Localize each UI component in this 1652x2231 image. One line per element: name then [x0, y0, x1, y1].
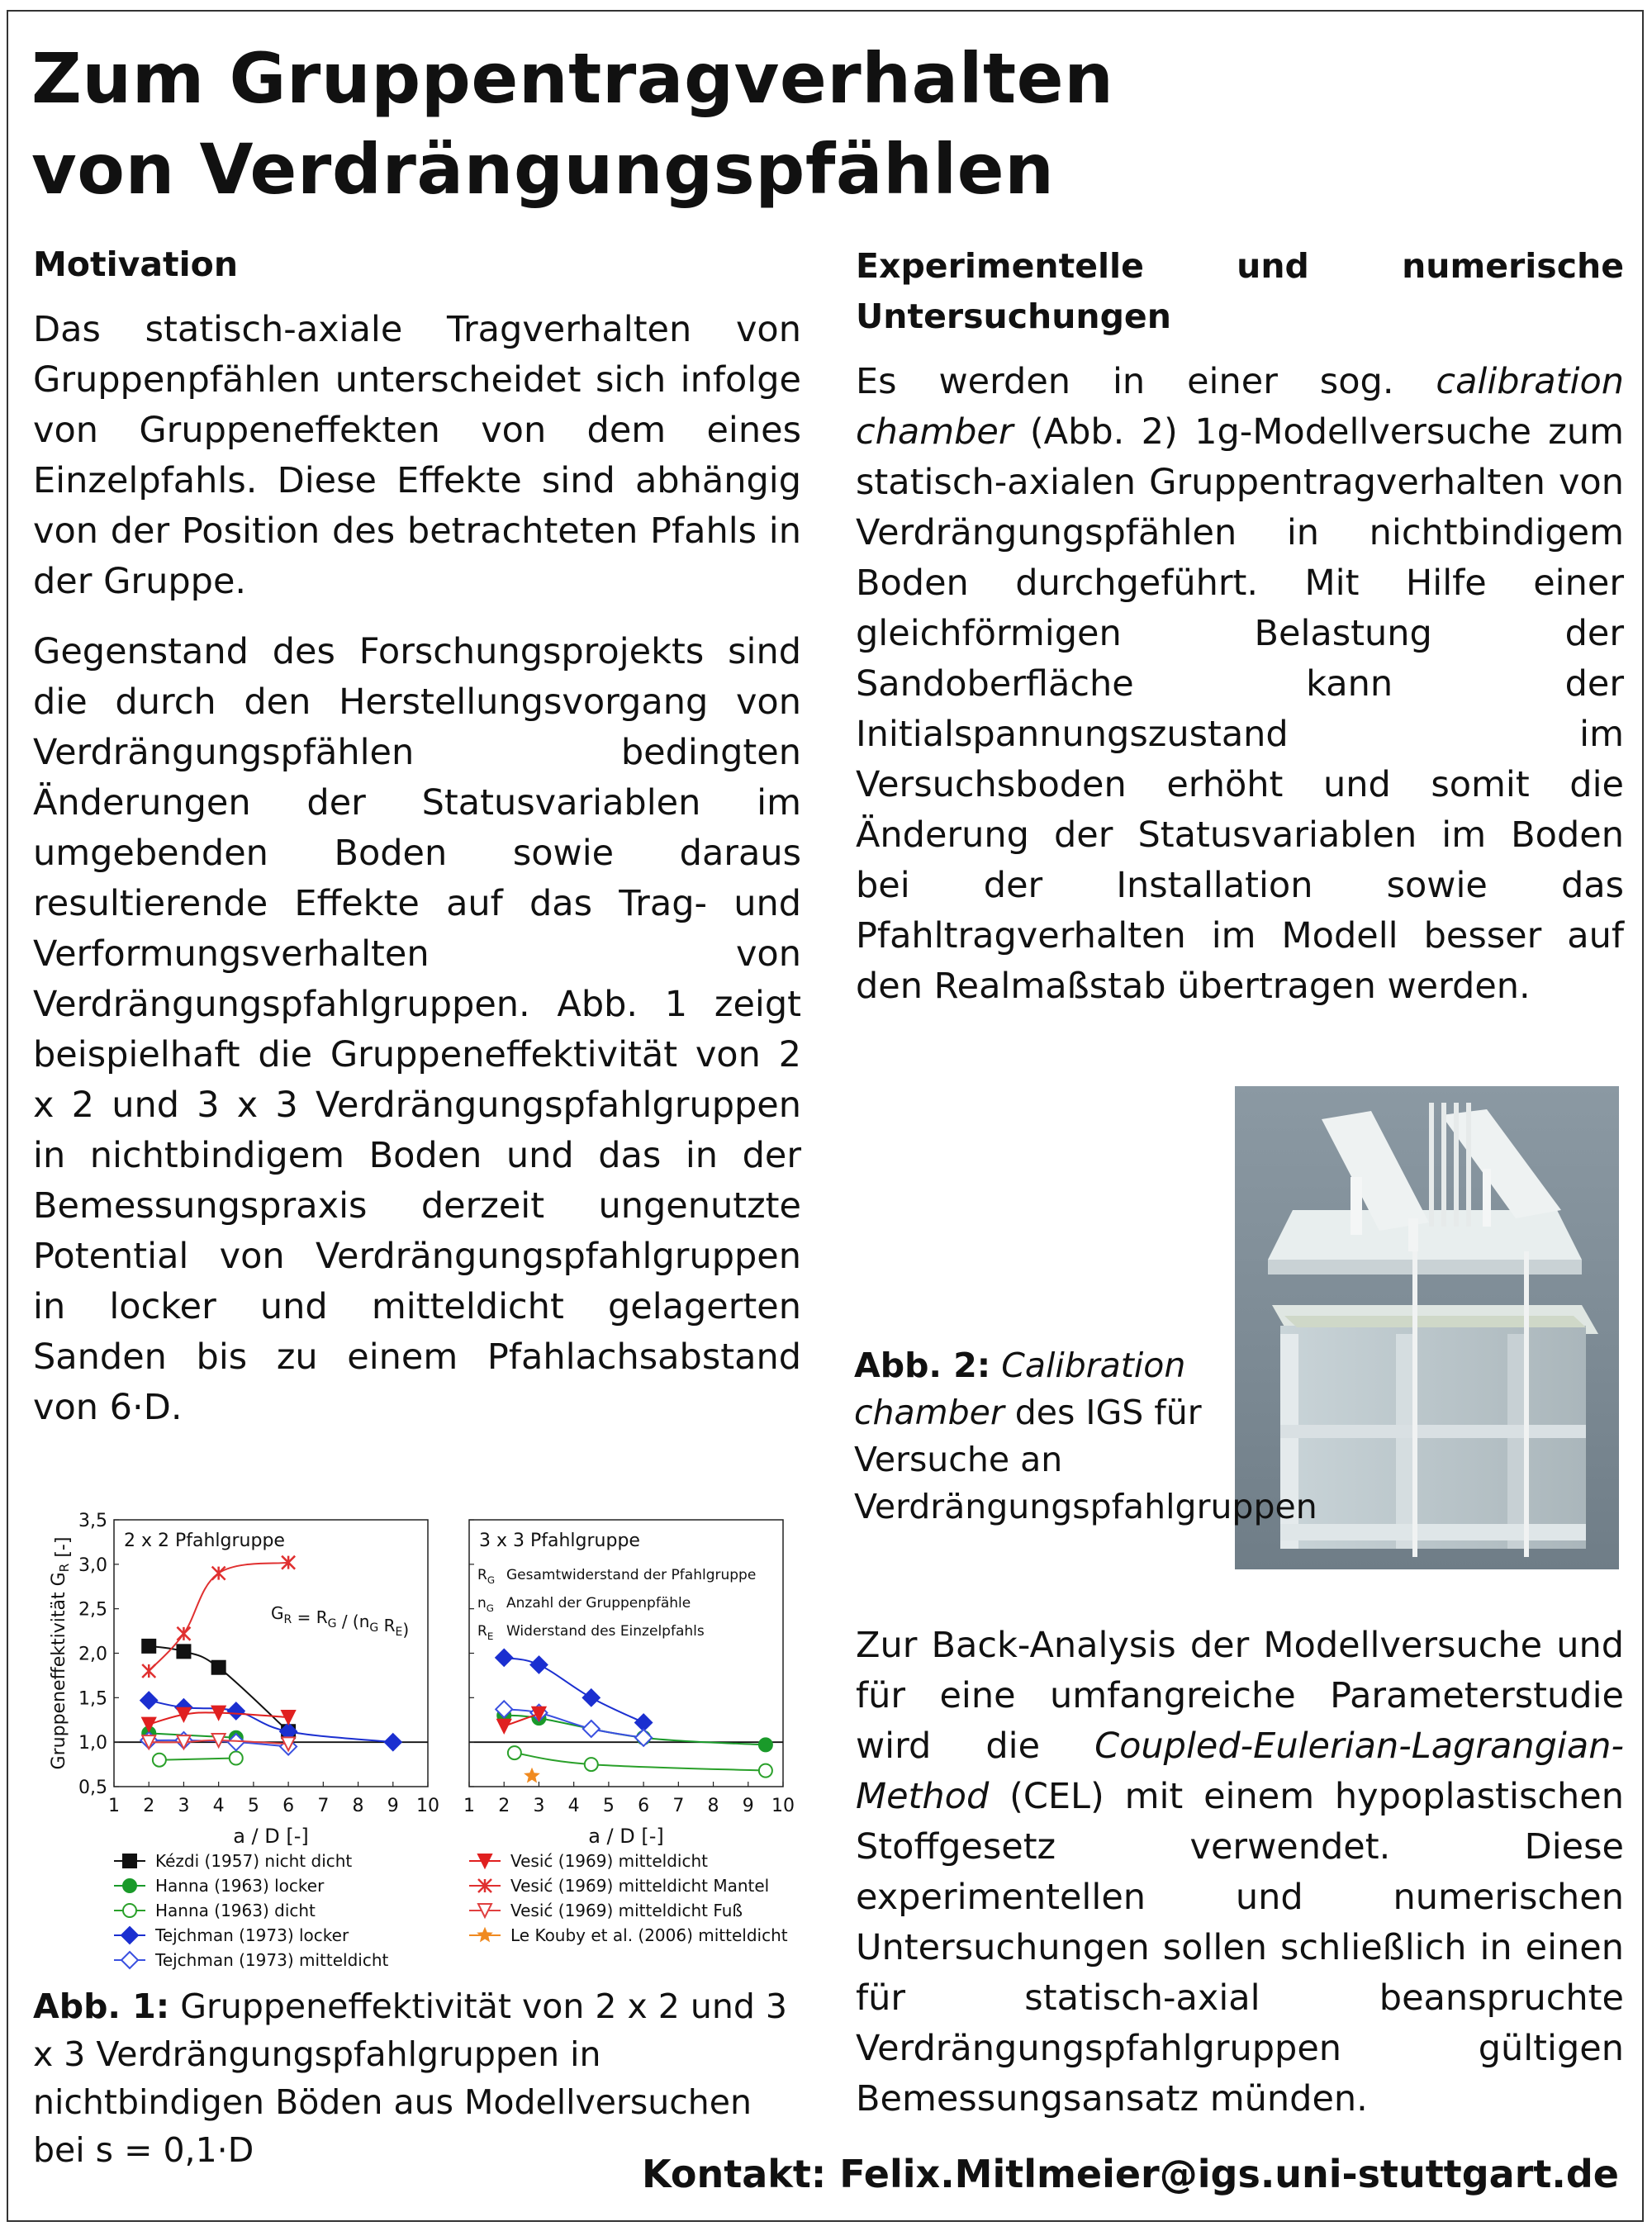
legend-entry: Vesić (1969) mitteldicht Mantel [510, 1876, 770, 1896]
x-tick-label: 3 [178, 1796, 190, 1816]
figure-1-caption [33, 1982, 801, 2174]
data-point [759, 1764, 772, 1778]
y-tick-label: 3,5 [78, 1511, 107, 1531]
x-tick-label: 7 [672, 1796, 685, 1816]
data-point [759, 1738, 772, 1751]
y-tick-label: 1,0 [78, 1733, 107, 1754]
legend-note-symbol: $R_G$ [477, 1567, 496, 1586]
experiments-paragraph-2-block [856, 1621, 1624, 2144]
x-tick-label: 5 [247, 1796, 259, 1816]
x-axis-label: a / D [-] [233, 1825, 309, 1848]
data-point [585, 1758, 598, 1771]
legend-entry: Vesić (1969) mitteldicht [510, 1851, 708, 1871]
plot-area-1 [114, 1520, 428, 1787]
motivation-paragraph-2: Gegenstand des Forschungsprojekts sind die durch den Herstellungsvorgang von Verdrängungspfählen bedingten Änderungen der Statusvariablen im umgebenden Boden sowie daraus resultierende Effekte auf das Trag- und Verformungsverhalten von Verdrängungspfahlgruppen. Abb. 1 zeigt beispielhaft die Gruppeneffektivität von 2 x 2 und 3 x 3 Verdrängungspfahlgruppen in nichtbindigem Boden und das in der Bemessungspraxis derzeit ungenutzte Potential von Verdrängungspfahlgruppen in locker und mitteldicht gelagerten Sanden bis zu einem Pfahlachsabstand von 6·D. [33, 631, 801, 1428]
page-title [31, 33, 1113, 215]
y-tick-label: 1,5 [78, 1688, 107, 1710]
data-point [508, 1746, 521, 1759]
legend-note-text: Anzahl der Gruppenpfähle [506, 1595, 691, 1612]
figure-1-chart [31, 1503, 804, 1974]
group-efficiency-chart [31, 1503, 804, 1974]
formula-annotation: $G_R = R_G / (n_G$ $R_E$) [271, 1603, 410, 1640]
text-span: (CEL) mit einem hypoplastischen Stoffgesetz verwendet. Diese experimentellen und numerischen Untersuchungen sollen schließlich in einen für statisch-axial beanspruchte Verdrängungspfahlgruppen gültigen Bemessungsansatz münden. [856, 1776, 1624, 2119]
caption-text: des IGS für Versuche an Verdrängungspfahlgruppen [854, 1393, 1317, 1526]
x-tick-label: 8 [352, 1796, 364, 1816]
legend-entry: Le Kouby et al. (2006) mitteldicht [510, 1925, 788, 1945]
text-span: Es werden in einer sog. [856, 361, 1436, 402]
x-tick-label: 8 [707, 1796, 719, 1816]
x-tick-label: 2 [498, 1796, 510, 1816]
legend-marker [121, 1952, 138, 1968]
legend-entry: Vesić (1969) mitteldicht Fuß [510, 1901, 743, 1920]
title-line-1: Zum Gruppentragverhalten [31, 38, 1114, 119]
data-point [153, 1754, 166, 1767]
x-tick-label: 6 [282, 1796, 295, 1816]
experiments-heading: Experimentelle und numerische Untersuchungen [856, 246, 1624, 336]
figure-2-caption [854, 1342, 1317, 1531]
data-point [230, 1752, 243, 1765]
text-span: Zur Back-Analysis der Modellversuche und für eine umfangreiche Parameterstudie wird die [856, 1625, 1624, 1767]
legend-note-symbol: $R_E$ [477, 1623, 494, 1642]
y-tick-label: 2,5 [78, 1599, 107, 1621]
motivation-heading: Motivation [33, 244, 239, 284]
x-tick-label: 4 [567, 1796, 580, 1816]
x-axis-label: a / D [-] [588, 1825, 664, 1848]
legend-entry: Kézdi (1957) nicht dicht [155, 1851, 353, 1871]
x-tick-label: 9 [387, 1796, 399, 1816]
legend-marker [121, 1927, 138, 1944]
legend-entry: Tejchman (1973) mitteldicht [155, 1950, 389, 1970]
panel-title: 3 x 3 Pfahlgruppe [479, 1531, 640, 1551]
contact-line: Kontakt: Felix.Mitlmeier@igs.uni-stuttgart.de [642, 2152, 1619, 2196]
x-tick-label: 4 [212, 1796, 225, 1816]
title-line-2: von Verdrängungspfählen [31, 129, 1055, 210]
text-span: (Abb. 2) 1g-Modellversuche zum statisch-axialen Gruppentragverhalten von Verdrängungspfählen in nichtbindigem Boden durchgeführt. Mit Hilfe einer gleichförmigen Belastung der Sandoberfläche kann der Initialspannungszustand im Versuchsboden erhöht und somit die Änderung der Statusvariablen im Boden bei der Installation sowie das Pfahltragverhalten im Modell besser auf den Realmaßstab übertragen werden. [856, 411, 1624, 1007]
italic-term: Coupled-Eulerian-Lagrangian-Method [856, 1725, 1624, 1817]
y-axis-label: Gruppeneffektivität $G_R$ [-] [49, 1536, 74, 1770]
legend-entry: Hanna (1963) dicht [155, 1901, 316, 1920]
caption-label: Abb. 2: [854, 1346, 991, 1385]
panel-title: 2 x 2 Pfahlgruppe [124, 1531, 285, 1551]
data-point [142, 1640, 155, 1653]
motivation-section [33, 240, 801, 1453]
legend-marker [477, 1928, 491, 1941]
data-point [212, 1661, 225, 1674]
legend-entry: Hanna (1963) locker [155, 1876, 325, 1896]
x-tick-label: 10 [416, 1796, 439, 1816]
experiments-section [856, 241, 1624, 1032]
legend-marker [123, 1854, 136, 1868]
caption-italic: Calibration chamber [854, 1346, 1186, 1432]
x-tick-label: 3 [533, 1796, 545, 1816]
y-tick-label: 0,5 [78, 1778, 107, 1798]
y-tick-label: 2,0 [78, 1644, 107, 1665]
x-tick-label: 2 [143, 1796, 155, 1816]
legend-note-symbol: $n_G$ [477, 1595, 494, 1614]
experiments-paragraph-2 [856, 1621, 1624, 2124]
x-tick-label: 7 [317, 1796, 330, 1816]
x-tick-label: 1 [108, 1796, 120, 1816]
x-tick-label: 10 [771, 1796, 795, 1816]
y-tick-label: 3,0 [78, 1555, 107, 1576]
x-tick-label: 5 [602, 1796, 615, 1816]
legend-marker [123, 1904, 136, 1917]
italic-term: calibration chamber [856, 361, 1624, 453]
legend-entry: Tejchman (1973) locker [155, 1925, 349, 1945]
x-tick-label: 6 [638, 1796, 650, 1816]
legend-note-text: Gesamtwiderstand der Pfahlgruppe [506, 1567, 757, 1583]
legend-marker [123, 1879, 136, 1892]
legend-note-text: Widerstand des Einzelpfahls [506, 1623, 705, 1640]
caption-text: Gruppeneffektivität von 2 x 2 und 3 x 3 Verdrängungspfahlgruppen in nichtbindigen Böden aus Modellversuchen bei s = 0,1·D [33, 1987, 787, 2170]
caption-label: Abb. 1: [33, 1987, 170, 2026]
data-point [177, 1645, 190, 1658]
motivation-paragraph-1: Das statisch-axiale Tragverhalten von Gruppenpfählen unterscheidet sich infolge von Gruppeneffekten von dem eines Einzelpfahls. Diese Effekte sind abhängig von der Position des betrachteten Pfahls in der Gruppe. [33, 309, 801, 602]
x-tick-label: 1 [463, 1796, 475, 1816]
experiments-paragraph-1 [856, 357, 1624, 1012]
x-tick-label: 9 [742, 1796, 754, 1816]
